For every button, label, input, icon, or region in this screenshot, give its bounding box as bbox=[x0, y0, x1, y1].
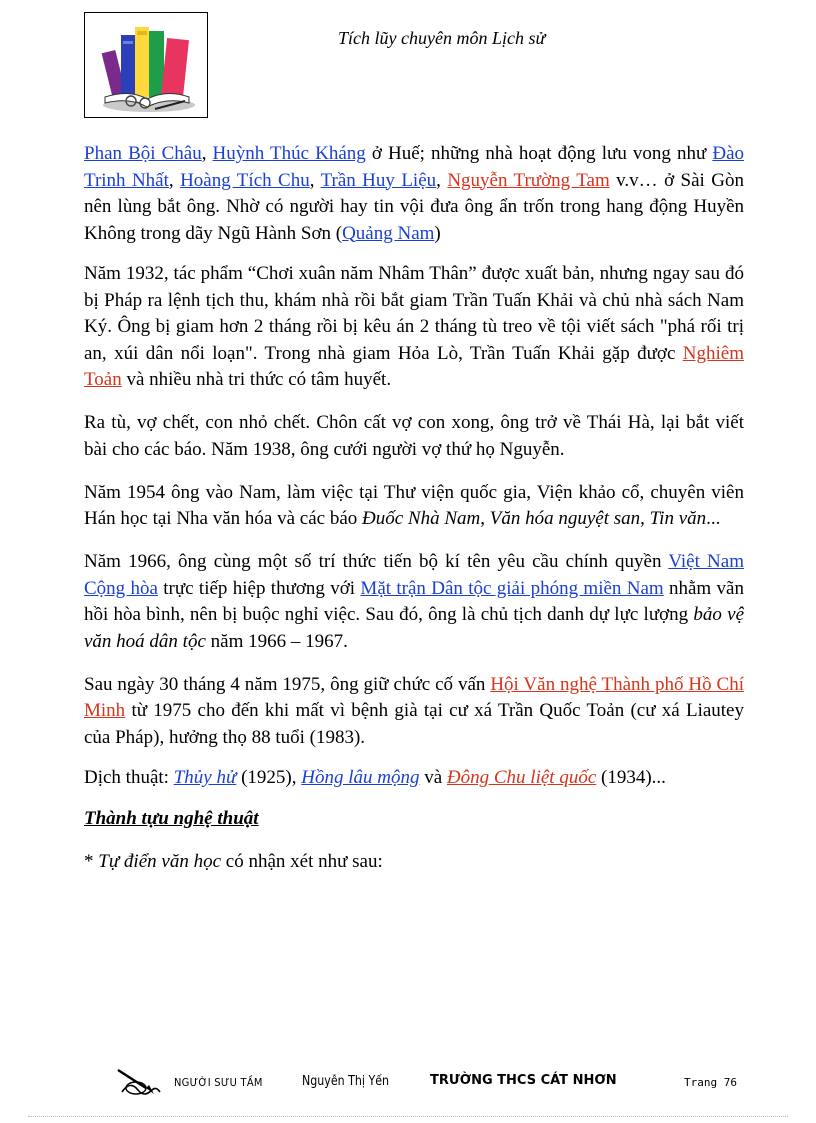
paragraph: * Tự điển văn học có nhận xét như sau: bbox=[84, 850, 383, 872]
link-dong-chu-liet-quoc[interactable]: Đông Chu liệt quốc bbox=[446, 767, 597, 788]
paragraph: Dịch thuật: Thủy hử (1925), Hồng lâu mộng và Đông Chu liệt quốc (1934)... bbox=[84, 767, 666, 788]
section-heading: Thành tựu nghệ thuật bbox=[84, 807, 259, 829]
link-hong-lau-mong[interactable]: Hồng lâu mộng bbox=[301, 767, 420, 788]
section-heading-wrap bbox=[84, 806, 744, 833]
pen-icon bbox=[116, 1066, 162, 1100]
paragraph: Sau ngày 30 tháng 4 năm 1975, ông giữ chức cố vấn Hội Văn nghệ Thành phố Hồ Chí Minh từ 1975 cho đến khi mất vì bệnh già tại cư xá Trần Quốc Toản (cư xá Liautey của Pháp), hưởng thọ 88 tuổi (1983). bbox=[84, 673, 744, 748]
newspaper-title: Văn hóa nguyệt san bbox=[489, 508, 641, 529]
header-title: Tích lũy chuyên môn Lịch sử bbox=[338, 28, 546, 48]
link-phan-boi-chau[interactable]: Phan Bội Châu bbox=[84, 143, 202, 164]
link-huynh-thuc-khang[interactable]: Huỳnh Thúc Kháng bbox=[212, 143, 366, 164]
page-footer bbox=[0, 1066, 816, 1106]
footer-school: TRƯỜNG THCS CÁT NHƠN bbox=[430, 1073, 617, 1088]
emphasis-text: bảo vệ văn hoá dân tộc bbox=[84, 604, 744, 652]
link-hoang-tich-chu[interactable]: Hoàng Tích Chu bbox=[180, 169, 310, 191]
link-tran-huy-lieu[interactable]: Trần Huy Liệu bbox=[320, 169, 437, 191]
document-body bbox=[84, 141, 744, 892]
paragraph: Ra tù, vợ chết, con nhỏ chết. Chôn cất vợ con xong, ông trở về Thái Hà, lại bắt viết bài cho các báo. Năm 1938, ông cưới người vợ thứ họ Nguyễn. bbox=[84, 412, 744, 460]
emphasis-text: Tự điển văn học bbox=[98, 850, 222, 872]
paragraph: Năm 1932, tác phẩm “Chơi xuân năm Nhâm Thân” được xuất bản, nhưng ngay sau đó bị Pháp ra lệnh tịch thu, khám nhà rồi bắt giam Trần Tuấn Khải và chủ nhà sách Nam Ký. Ông bị giam hơn 2 tháng rồi bị kêu án 2 tháng tù treo về tội viết sách "phá rối trị an, xúi dân nổi loạn". Trong nhà giam Hỏa Lò, Trần Tuấn Khải gặp được Nghiêm Toản và nhiều nhà tri thức có tâm huyết. bbox=[84, 263, 744, 390]
paragraph: Năm 1954 ông vào Nam, làm việc tại Thư viện quốc gia, Viện khảo cổ, chuyên viên Hán học tại Nha văn hóa và các báo Đuốc Nhà Nam, Văn hóa nguyệt san, Tin văn... bbox=[84, 481, 744, 529]
link-viet-nam-cong-hoa[interactable]: Việt Nam Cộng hòa bbox=[84, 551, 744, 599]
footer-label: NGƯỜI SƯU TẦM bbox=[174, 1076, 263, 1089]
link-mat-tran-dan-toc-giai-phong[interactable]: Mặt trận Dân tộc giải phóng miền Nam bbox=[360, 577, 664, 599]
link-nghiem-toan[interactable]: Nghiêm Toản bbox=[84, 342, 744, 390]
books-logo-icon bbox=[84, 12, 208, 118]
link-dao-trinh-nhat[interactable]: Đào Trinh Nhất bbox=[84, 143, 744, 191]
newspaper-title: Đuốc Nhà Nam bbox=[362, 508, 481, 529]
paragraph: Phan Bội Châu, Huỳnh Thúc Kháng ở Huế; những nhà hoạt động lưu vong như Đào Trinh Nhất, Hoàng Tích Chu, Trần Huy Liệu, Nguyễn Trường Tam v.v… ở Sài Gòn nên lùng bắt ông. Nhờ có người hay tin vội đưa ông ẩn trốn trong hang động Huyền Không trong dãy Ngũ Hành Sơn (Quảng Nam) bbox=[84, 143, 744, 244]
link-nguyen-truong-tam[interactable]: Nguyễn Trường Tam bbox=[447, 169, 610, 191]
page-number: Trang 76 bbox=[684, 1076, 737, 1089]
newspaper-title: Tin văn bbox=[649, 508, 707, 529]
link-hoi-van-nghe-tphcm[interactable]: Hội Văn nghệ Thành phố Hồ Chí Minh bbox=[84, 673, 744, 721]
link-thuy-hu[interactable]: Thủy hử bbox=[173, 767, 237, 788]
bottom-divider bbox=[28, 1116, 788, 1117]
footer-author: Nguyễn Thị Yến bbox=[302, 1074, 390, 1089]
link-quang-nam[interactable]: Quảng Nam bbox=[342, 222, 435, 244]
paragraph: Năm 1966, ông cùng một số trí thức tiến bộ kí tên yêu cầu chính quyền Việt Nam Cộng hòa trực tiếp hiệp thương với Mặt trận Dân tộc giải phóng miền Nam nhằm vãn hồi hòa bình, nên bị buộc nghỉ việc. Sau đó, ông là chủ tịch danh dự lực lượng bảo vệ văn hoá dân tộc năm 1966 – 1967. bbox=[84, 551, 744, 652]
